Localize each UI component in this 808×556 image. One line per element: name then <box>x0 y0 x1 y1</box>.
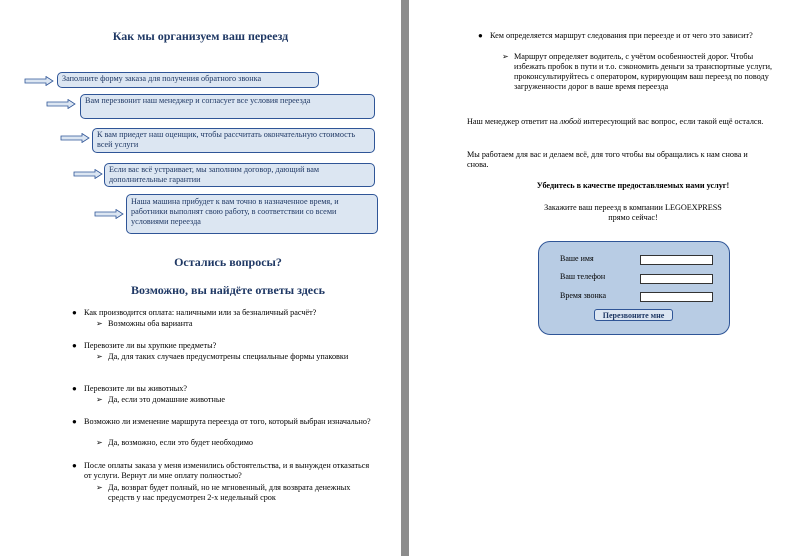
step-text-4: Если вас всё устраивает, мы заполним договор, дающий вам дополнительные гарантии <box>109 165 320 184</box>
step-text-3: К вам приедет наш оценщик, чтобы рассчитать окончательную стоимость всей услуги <box>97 130 356 149</box>
step-box-3 <box>92 128 375 153</box>
faq-question-5: ● После оплаты заказа у меня изменились обстоятельства, и я вынужден отказаться от услуги. Вернут ли мне оплату полностью? <box>72 461 370 480</box>
faq-question-3: ● Перевозите ли вы животных? <box>72 384 188 393</box>
arrow-bullet-icon: ➢ <box>96 395 103 404</box>
questions-heading: Остались вопросы? <box>174 255 282 269</box>
work-paragraph: Мы работаем для вас и делаем всё, для того чтобы вы обращались к нам снова и снова. <box>467 150 748 169</box>
faq-question-4: ● Возможно ли изменение маршрута переезда от того, который выбран изначально? <box>72 417 371 426</box>
callback-button[interactable]: Перезвоните мне <box>594 309 673 321</box>
bullet-icon: ● <box>478 31 483 40</box>
faq-answer-4: ➢ Да, возможно, если это будет необходимо <box>96 438 254 447</box>
arrow-bullet-icon: ➢ <box>96 438 103 447</box>
faq-question-2: ● Перевозите ли вы хрупкие предметы? <box>72 341 217 350</box>
quality-slogan: Убедитесь в качестве предоставляемых нами услуг! <box>536 181 730 190</box>
faq-answer-3: ➢ Да, если это домашние животные <box>96 395 225 404</box>
step-box-2 <box>80 94 375 119</box>
bullet-icon: ● <box>72 417 77 426</box>
bullet-icon: ● <box>72 461 77 470</box>
callback-form <box>538 241 730 335</box>
arrow-right-icon <box>60 133 90 143</box>
phone-input[interactable] <box>640 274 713 284</box>
arrow-bullet-icon: ➢ <box>96 483 103 492</box>
page-left <box>0 0 401 556</box>
answers-heading: Возможно, вы найдёте ответы здесь <box>131 283 325 297</box>
time-input[interactable] <box>640 292 713 302</box>
name-label: Ваше имя <box>560 254 594 263</box>
step-text-5: Наша машина прибудет к вам точно в назначенное время, и работники выполнят свою работу, в соответствии со всеми условиями переезда <box>131 197 339 226</box>
page-title: Как мы организуем ваш переезд <box>112 29 289 43</box>
step-box-4 <box>104 163 375 187</box>
bullet-icon: ● <box>72 341 77 350</box>
page-right <box>409 0 808 556</box>
faq-answer-6: ➢ Маршрут определяет водитель, с учётом особенностей дорог. Чтобы избежать пробок в пути и т.о. сэкономить деньги за транспортные услуги, проконсультируйтесь с оператором, курирующим ваш переезд по поводу загруженности дорог в ваше время переезда <box>502 52 773 91</box>
bullet-icon: ● <box>72 384 77 393</box>
bullet-icon: ● <box>72 308 77 317</box>
time-label: Время звонка <box>560 291 607 300</box>
order-line-2: прямо сейчас! <box>608 213 658 222</box>
arrow-bullet-icon: ➢ <box>96 352 103 361</box>
step-text-2: Вам перезвонит наш менеджер и согласует все условия переезда <box>85 96 311 105</box>
faq-answer-2: ➢ Да, для таких случаев предусмотрены специальные формы упаковки <box>96 352 349 361</box>
step-box-1: Заполните форму заказа для получения обратного звонка <box>57 72 319 88</box>
arrow-right-icon <box>73 169 103 179</box>
faq-question-6: ● Кем определяется маршрут следования при переезде и от чего это зависит? <box>478 31 753 40</box>
faq-question-1: ● Как производится оплата: наличными или за безналичный расчёт? <box>72 308 317 317</box>
faq-answer-1: ➢ Возможны оба варианта <box>96 319 193 328</box>
step-box-5 <box>126 194 378 234</box>
name-input[interactable] <box>640 255 713 265</box>
arrow-bullet-icon: ➢ <box>502 52 509 61</box>
arrow-right-icon <box>94 209 124 219</box>
manager-paragraph: Наш менеджер ответит на любой интересующий вас вопрос, если такой ещё остался. <box>467 117 764 126</box>
faq-answer-5: ➢ Да, возврат будет полный, но не мгновенный, для возврата денежных средств у нас предусмотрен 2-х недельный срок <box>96 483 351 502</box>
arrow-right-icon <box>24 76 54 86</box>
arrow-right-icon <box>46 99 76 109</box>
arrow-bullet-icon: ➢ <box>96 319 103 328</box>
phone-label: Ваш телефон <box>560 272 606 281</box>
order-line-1: Закажите ваш переезд в компании LEGOEXPRESS <box>544 203 722 212</box>
